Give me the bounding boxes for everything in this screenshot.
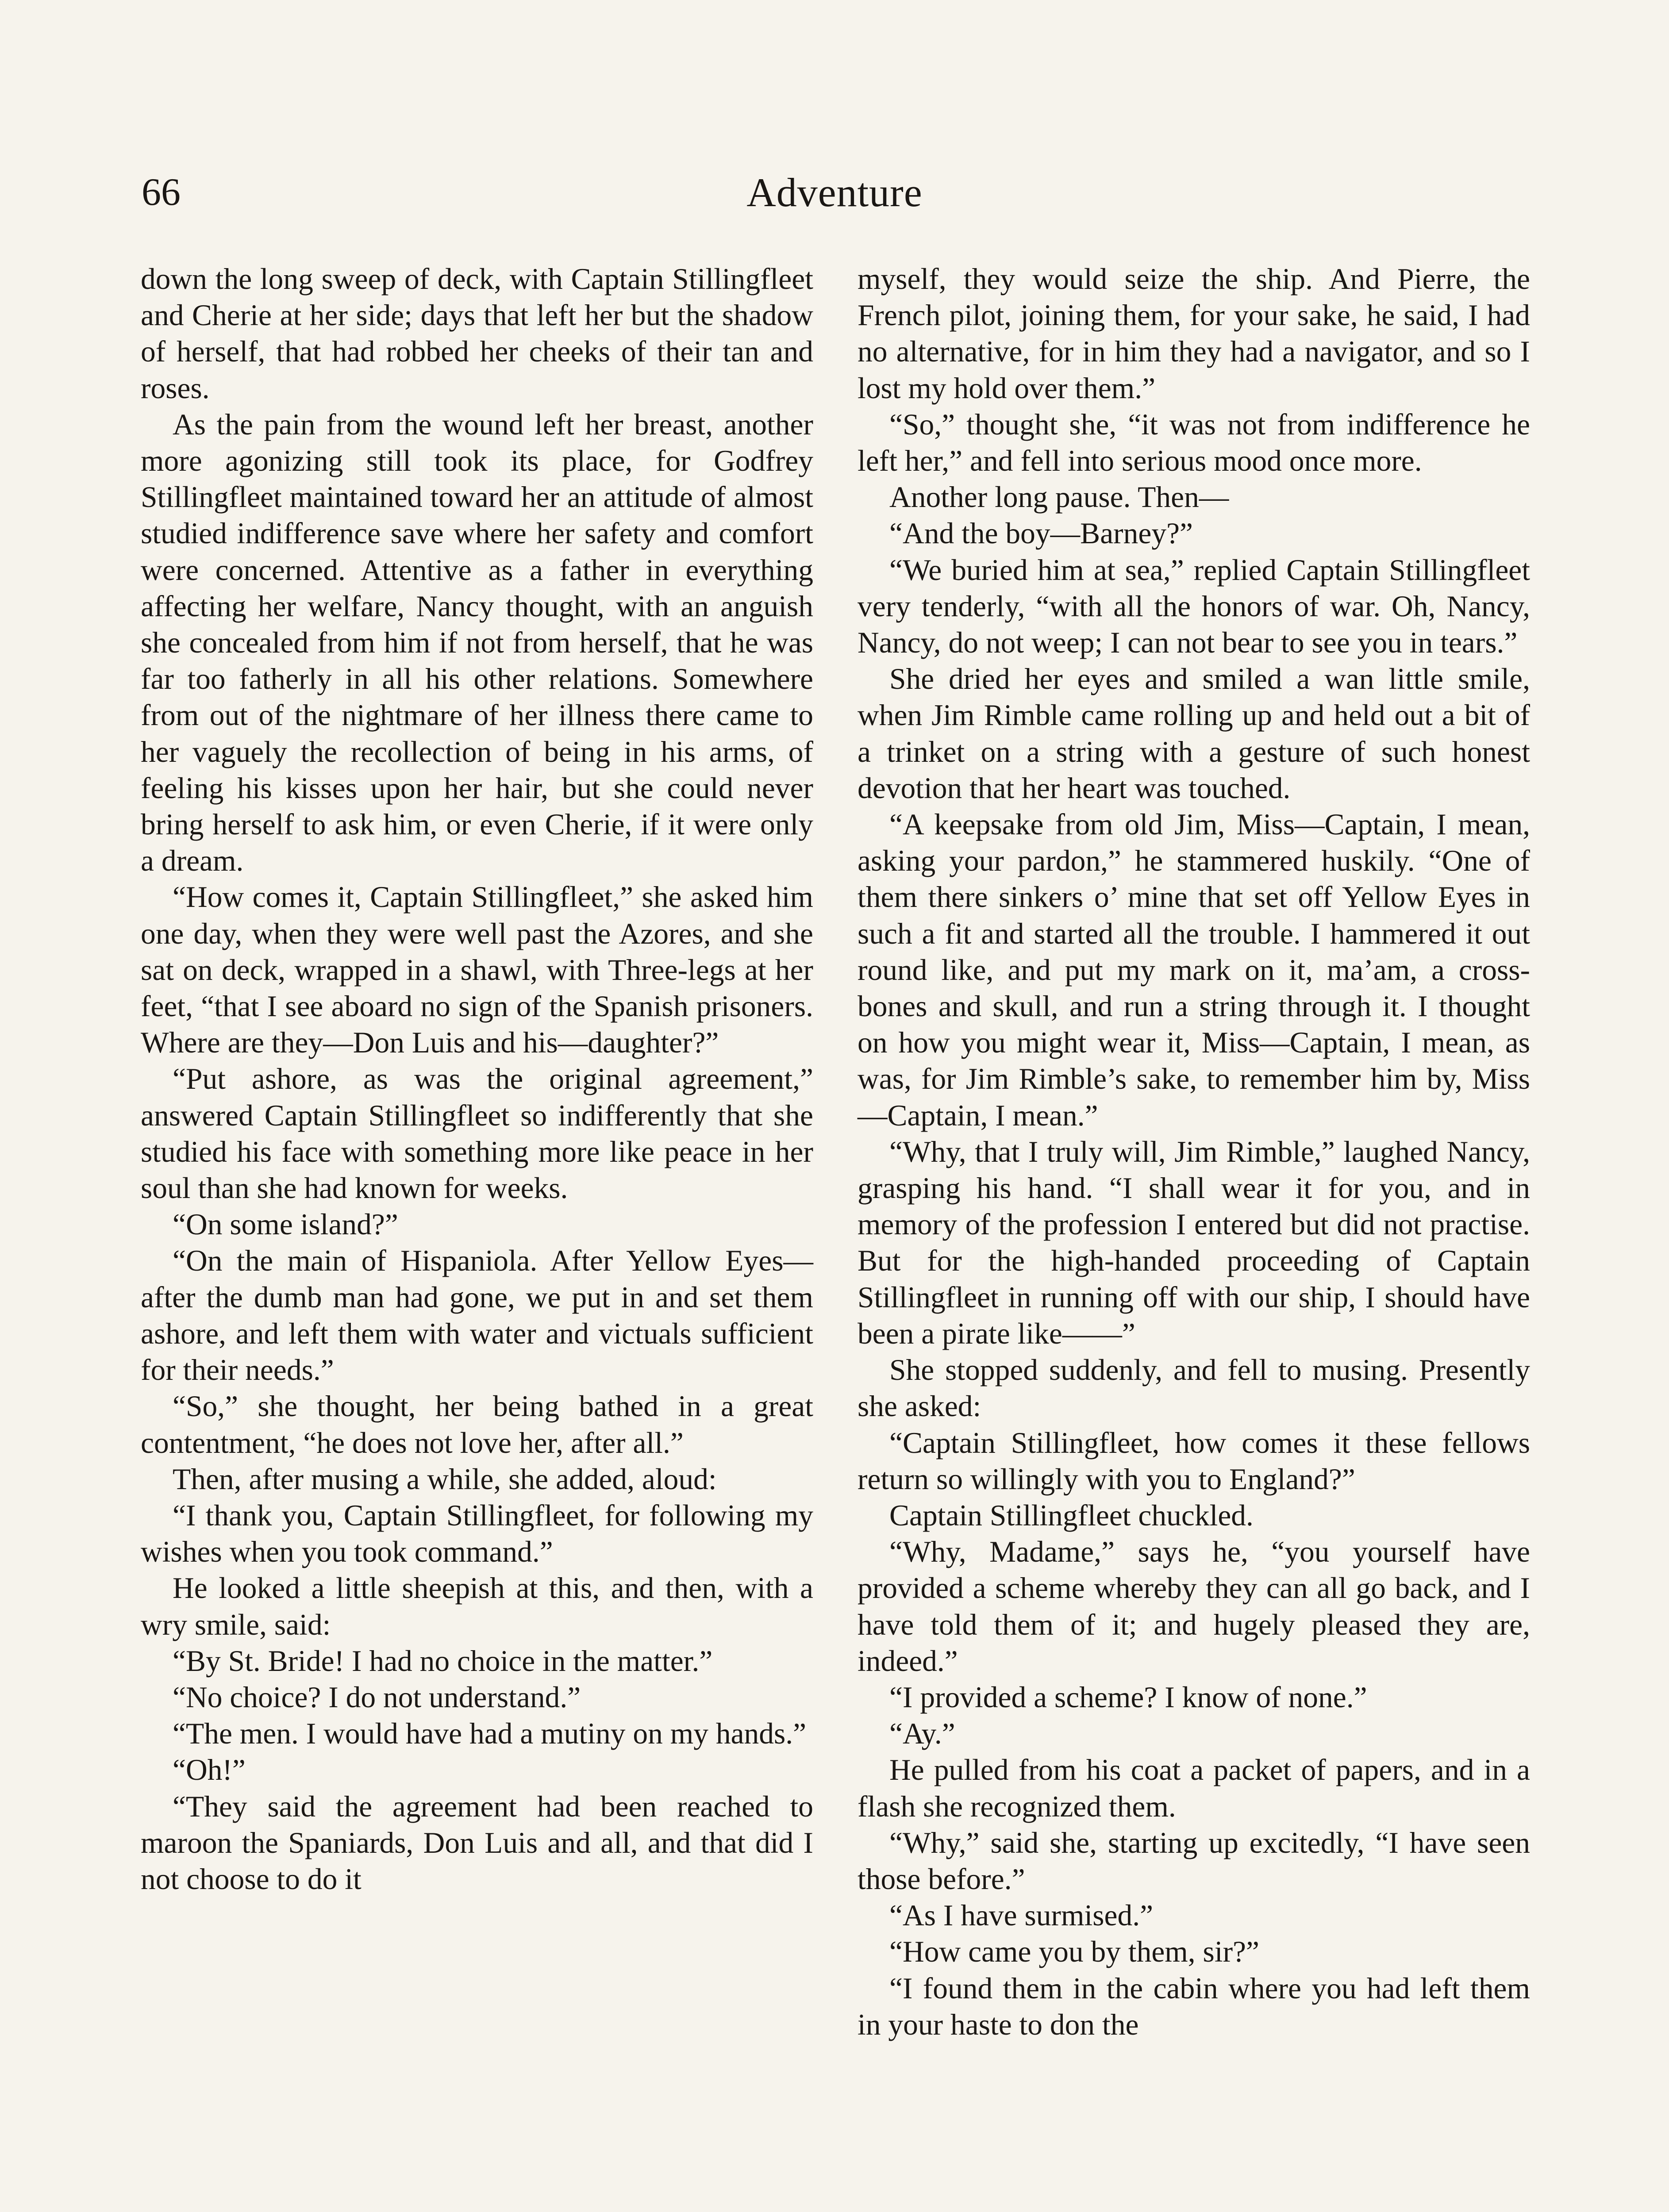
right-column	[858, 261, 1530, 2043]
paragraph: “And the boy—Barney?”	[889, 517, 1193, 550]
paragraph: “Why, Madame,” says he, “you yourself have provided a scheme whereby they can all go back, and I have told them of it; and hugely pleased they are, indeed.”	[858, 1535, 1530, 1678]
paragraph: “How came you by them, sir?”	[889, 1935, 1259, 1969]
paragraph: myself, they would seize the ship. And Pierre, the French pilot, joining them, for your sake, he said, I had no alternative, for in him they had a navigator, and so I lost my hold over them.”	[858, 262, 1530, 405]
left-column	[141, 261, 813, 1897]
paragraph: “On the main of Hispaniola. After Yellow Eyes—after the dumb man had gone, we put in and set them ashore, and left them with water and victuals sufficient for their needs.”	[141, 1244, 813, 1387]
paragraph: “As I have surmised.”	[889, 1899, 1154, 1932]
paragraph: “No choice? I do not understand.”	[173, 1680, 581, 1714]
paragraph: “I provided a scheme? I know of none.”	[889, 1680, 1367, 1714]
paragraph: “How comes it, Captain Stillingfleet,” she asked him one day, when they were well past the Azores, and she sat on deck, wrapped in a shawl, with Three-legs at her feet, “that I see aboard no sign of the Spanish prisoners. Where are they—Don Luis and his—daughter?”	[141, 880, 813, 1060]
paragraph: “Put ashore, as was the original agreement,” answered Captain Stillingfleet so indifferently that she studied his face with something more like peace in her soul than she had known for weeks.	[141, 1062, 813, 1205]
paragraph: “They said the agreement had been reached to maroon the Spaniards, Don Luis and all, and that did I not choose to do it	[141, 1790, 813, 1896]
paragraph: “The men. I would have had a mutiny on my hands.”	[173, 1717, 807, 1751]
paragraph: “We buried him at sea,” replied Captain Stillingfleet very tenderly, “with all the honors of war. Oh, Nancy, Nancy, do not weep; I can not bear to see you in tears.”	[858, 553, 1530, 660]
paragraph: He looked a little sheepish at this, and then, with a wry smile, said:	[141, 1571, 813, 1641]
paragraph: “Why, that I truly will, Jim Rimble,” laughed Nancy, grasping his hand. “I shall wear it for you, and in memory of the profession I entered but did not practise. But for the high-handed proceeding of Captain Stillingfleet in running off with our ship, I should have been a pirate like——”	[858, 1135, 1530, 1350]
paragraph: “Oh!”	[173, 1753, 246, 1787]
paragraph: She stopped suddenly, and fell to musing. Presently she asked:	[858, 1353, 1530, 1423]
page-header	[142, 166, 1527, 219]
paragraph: “On some island?”	[173, 1208, 398, 1241]
paragraph: “So,” thought she, “it was not from indifference he left her,” and fell into serious mood once more.	[858, 407, 1530, 478]
paragraph: “I thank you, Captain Stillingfleet, for following my wishes when you took command.”	[141, 1498, 813, 1569]
paragraph: As the pain from the wound left her breast, another more agonizing still took its place, for Godfrey Stillingfleet maintained toward her an attitude of almost studied indifference save where her safety and comfort were concerned. Attentive as a father in everything affecting her welfare, Nancy thought, with an anguish she concealed from him if not from herself, that he was far too fatherly in all his other relations. Somewhere from out of the nightmare of her illness there came to her vaguely the recollection of being in his arms, of feeling his kisses upon her hair, but she could never bring herself to ask him, or even Cherie, if it were only a dream.	[141, 407, 813, 878]
paragraph: “Captain Stillingfleet, how comes it these fellows return so willingly with you to England?”	[858, 1426, 1530, 1496]
paragraph: “By St. Bride! I had no choice in the matter.”	[173, 1644, 713, 1678]
paragraph: Captain Stillingfleet chuckled.	[889, 1498, 1254, 1532]
running-title: Adventure	[746, 170, 923, 215]
paragraph: “So,” she thought, her being bathed in a great contentment, “he does not love her, after all.”	[141, 1390, 813, 1459]
paragraph: “Ay.”	[889, 1717, 955, 1751]
paragraph: She dried her eyes and smiled a wan little smile, when Jim Rimble came rolling up and held out a bit of a trinket on a string with a gesture of such honest devotion that her heart was touched.	[858, 662, 1530, 805]
paragraph: Then, after musing a while, she added, aloud:	[173, 1462, 717, 1496]
paragraph: Another long pause. Then—	[889, 480, 1229, 514]
paragraph: “Why,” said she, starting up excitedly, “I have seen those before.”	[858, 1826, 1530, 1896]
paragraph: “A keepsake from old Jim, Miss—Captain, I mean, asking your pardon,” he stammered huskily. “One of them there sinkers o’ mine that set off Yellow Eyes in such a fit and started all the trouble. I hammered it out round like, and put my mark on it, ma’am, a cross-bones and skull, and run a string through it. I thought on how you might wear it, Miss—Captain, I mean, as was, for Jim Rimble’s sake, to remember him by, Miss—Captain, I mean.”	[858, 808, 1530, 1132]
paragraph: down the long sweep of deck, with Captain Stillingfleet and Cherie at her side; days that left her but the shadow of herself, that had robbed her cheeks of their tan and roses.	[141, 262, 813, 405]
paragraph: He pulled from his coat a packet of papers, and in a flash she recognized them.	[858, 1753, 1530, 1823]
paragraph: “I found them in the cabin where you had left them in your haste to don the	[858, 1971, 1530, 2041]
page-number: 66	[142, 171, 181, 214]
